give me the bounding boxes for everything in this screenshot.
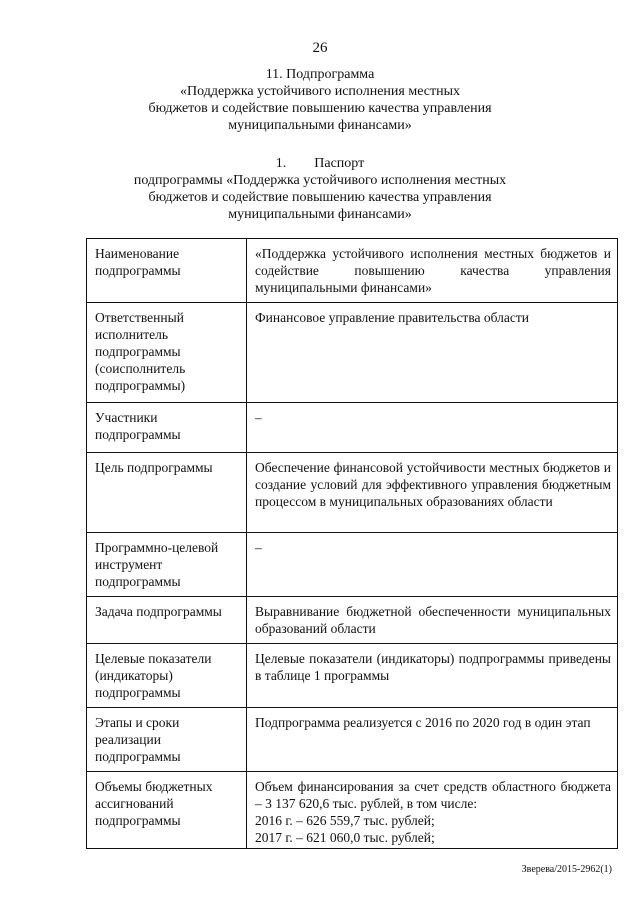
row-label: Программно-целевой инструмент подпрограммы — [87, 533, 247, 597]
row-value: «Поддержка устойчивого исполнения местных бюджетов и содействие повышению качества управления муниципальными финансами» — [247, 239, 618, 303]
row-label: Участники подпрограммы — [87, 403, 247, 453]
passport-title-line: бюджетов и содействие повышению качества управления — [148, 190, 492, 205]
table-row — [87, 453, 618, 533]
row-value: Выравнивание бюджетной обеспеченности муниципальных образований области — [247, 597, 618, 644]
passport-label: Паспорт — [314, 156, 365, 171]
table-row — [87, 239, 618, 303]
passport-title-line: подпрограммы «Поддержка устойчивого исполнения местных — [133, 173, 507, 188]
row-value: Подпрограмма реализуется с 2016 по 2020 год в один этап — [247, 708, 618, 772]
section-title-line: муниципальными финансами» — [228, 118, 412, 133]
section-title-line: бюджетов и содействие повышению качества управления — [148, 101, 492, 116]
row-value: – — [247, 533, 618, 597]
row-label: Ответственный исполнитель подпрограммы (соисполнитель подпрограммы) — [87, 303, 247, 403]
row-value — [247, 772, 618, 849]
row-label: Этапы и сроки реализации подпрограммы — [87, 708, 247, 772]
row-value: Целевые показатели (индикаторы) подпрограммы приведены в таблице 1 программы — [247, 644, 618, 708]
passport-table — [86, 238, 618, 849]
passport-title-line: муниципальными финансами» — [228, 207, 412, 222]
row-label: Наименование подпрограммы — [87, 239, 247, 303]
row-label: Объемы бюджетных ассигнований подпрограммы — [87, 772, 247, 849]
row-value: Финансовое управление правительства области — [247, 303, 618, 403]
row-label: Целевые показатели (индикаторы) подпрограммы — [87, 644, 247, 708]
section-title — [60, 66, 580, 134]
table-row — [87, 597, 618, 644]
funding-line: 2016 г. – 626 559,7 тыс. рублей; — [255, 813, 435, 828]
table-row — [87, 644, 618, 708]
row-label: Цель подпрограммы — [87, 453, 247, 533]
passport-number: 1. — [275, 156, 287, 171]
table-row — [87, 708, 618, 772]
section-title-line: «Поддержка устойчивого исполнения местных — [179, 84, 460, 99]
funding-line: Объем финансирования за счет средств областного бюджета – 3 137 620,6 тыс. рублей, в том числе: — [255, 779, 611, 811]
page-number: 26 — [312, 40, 328, 56]
row-label: Задача подпрограммы — [87, 597, 247, 644]
table-row — [87, 772, 618, 849]
row-value: Обеспечение финансовой устойчивости местных бюджетов и создание условий для эффективного управления бюджетным процессом в муниципальных образованиях области — [247, 453, 618, 533]
table-row — [87, 533, 618, 597]
table-row — [87, 403, 618, 453]
funding-line: 2017 г. – 621 060,0 тыс. рублей; — [255, 830, 435, 845]
document-code: Зверева/2015-2962(1) — [521, 864, 612, 875]
table-row — [87, 303, 618, 403]
row-value: – — [247, 403, 618, 453]
passport-title — [60, 155, 580, 223]
section-title-line: 11. Подпрограмма — [265, 67, 375, 82]
